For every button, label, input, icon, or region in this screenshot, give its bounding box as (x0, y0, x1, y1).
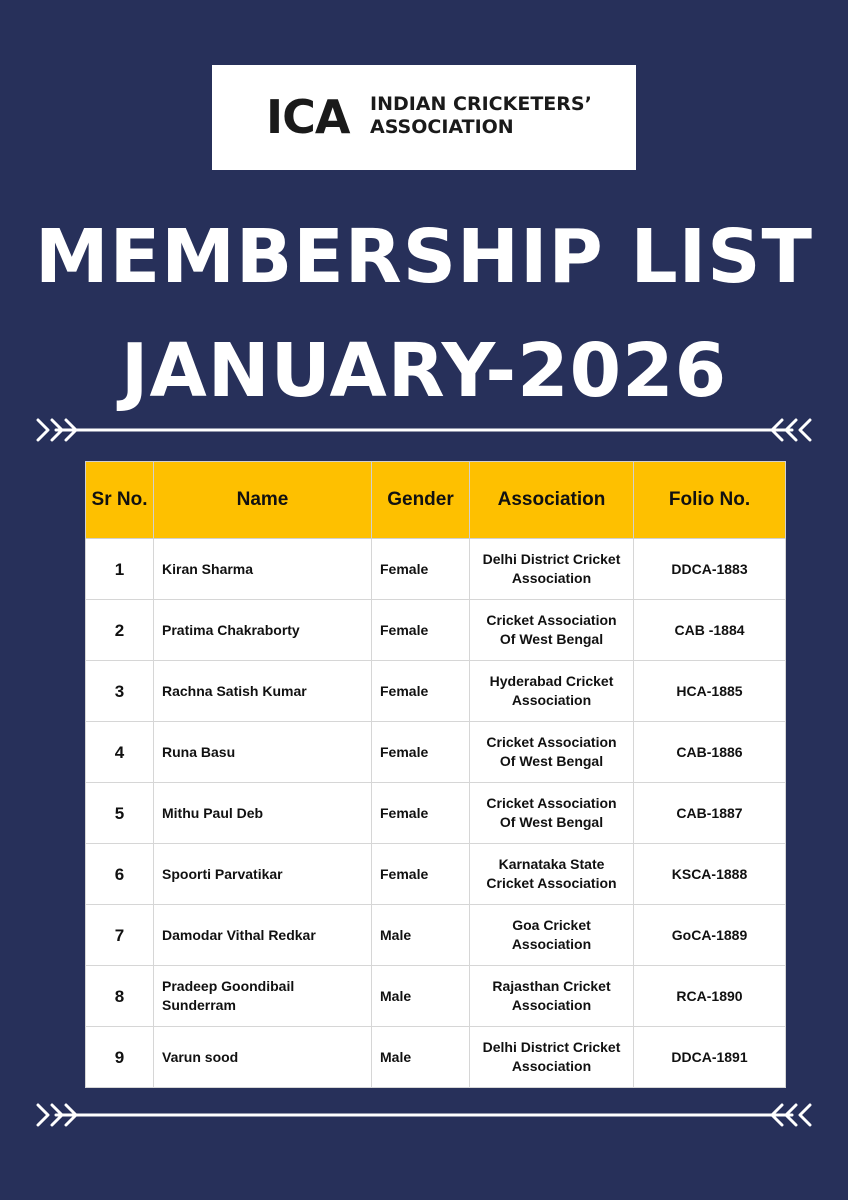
cell-association: Cricket Association Of West Bengal (470, 783, 634, 844)
cell-gender: Female (372, 661, 470, 722)
table-row (86, 1027, 786, 1088)
cell-folio: KSCA-1888 (634, 844, 786, 905)
table-header-row (86, 462, 786, 539)
cell-sr: 6 (86, 844, 154, 905)
cell-folio: CAB-1886 (634, 722, 786, 783)
cell-folio: DDCA-1883 (634, 539, 786, 600)
logo-line-1: INDIAN CRICKETERS’ (370, 93, 592, 115)
cell-association: Delhi District Cricket Association (470, 539, 634, 600)
cell-folio: HCA-1885 (634, 661, 786, 722)
cell-sr: 1 (86, 539, 154, 600)
cell-association: Karnataka State Cricket Association (470, 844, 634, 905)
cell-name: Pratima Chakraborty (154, 600, 372, 661)
cell-sr: 2 (86, 600, 154, 661)
col-header-gender: Gender (372, 462, 470, 539)
cell-folio: DDCA-1891 (634, 1027, 786, 1088)
table-row (86, 844, 786, 905)
cell-folio: CAB-1887 (634, 783, 786, 844)
cell-name: Mithu Paul Deb (154, 783, 372, 844)
cell-sr: 5 (86, 783, 154, 844)
table-row (86, 661, 786, 722)
cell-name: Pradeep Goondibail Sunderram (154, 966, 372, 1027)
arrow-divider-bottom (36, 1099, 812, 1131)
cell-gender: Male (372, 905, 470, 966)
cell-association: Delhi District Cricket Association (470, 1027, 634, 1088)
logo-wordmark (370, 93, 592, 139)
arrow-divider-top (36, 414, 812, 446)
col-header-sr: Sr No. (86, 462, 154, 539)
cell-name: Spoorti Parvatikar (154, 844, 372, 905)
cell-gender: Female (372, 783, 470, 844)
page-title: MEMBERSHIP LIST (35, 214, 813, 300)
table-row (86, 600, 786, 661)
col-header-folio: Folio No. (634, 462, 786, 539)
cell-folio: CAB -1884 (634, 600, 786, 661)
cell-name: Kiran Sharma (154, 539, 372, 600)
cell-gender: Female (372, 722, 470, 783)
logo-mark: ICA (266, 90, 350, 144)
cell-name: Varun sood (154, 1027, 372, 1088)
cell-association: Hyderabad Cricket Association (470, 661, 634, 722)
cell-gender: Female (372, 844, 470, 905)
table-row (86, 722, 786, 783)
cell-gender: Male (372, 966, 470, 1027)
cell-name: Rachna Satish Kumar (154, 661, 372, 722)
cell-association: Rajasthan Cricket Association (470, 966, 634, 1027)
ica-logo (212, 65, 636, 170)
cell-sr: 4 (86, 722, 154, 783)
logo-line-2: ASSOCIATION (370, 116, 514, 138)
col-header-association: Association (470, 462, 634, 539)
cell-association: Goa Cricket Association (470, 905, 634, 966)
page-subtitle-date: JANUARY-2026 (120, 328, 728, 414)
cell-gender: Male (372, 1027, 470, 1088)
col-header-name: Name (154, 462, 372, 539)
cell-sr: 9 (86, 1027, 154, 1088)
cell-gender: Female (372, 539, 470, 600)
table-row (86, 783, 786, 844)
cell-sr: 8 (86, 966, 154, 1027)
cell-gender: Female (372, 600, 470, 661)
cell-name: Damodar Vithal Redkar (154, 905, 372, 966)
cell-sr: 7 (86, 905, 154, 966)
table-row (86, 966, 786, 1027)
cell-sr: 3 (86, 661, 154, 722)
cell-name: Runa Basu (154, 722, 372, 783)
cell-folio: GoCA-1889 (634, 905, 786, 966)
cell-association: Cricket Association Of West Bengal (470, 600, 634, 661)
cell-association: Cricket Association Of West Bengal (470, 722, 634, 783)
table-row (86, 539, 786, 600)
table-row (86, 905, 786, 966)
membership-table (85, 461, 786, 1088)
cell-folio: RCA-1890 (634, 966, 786, 1027)
